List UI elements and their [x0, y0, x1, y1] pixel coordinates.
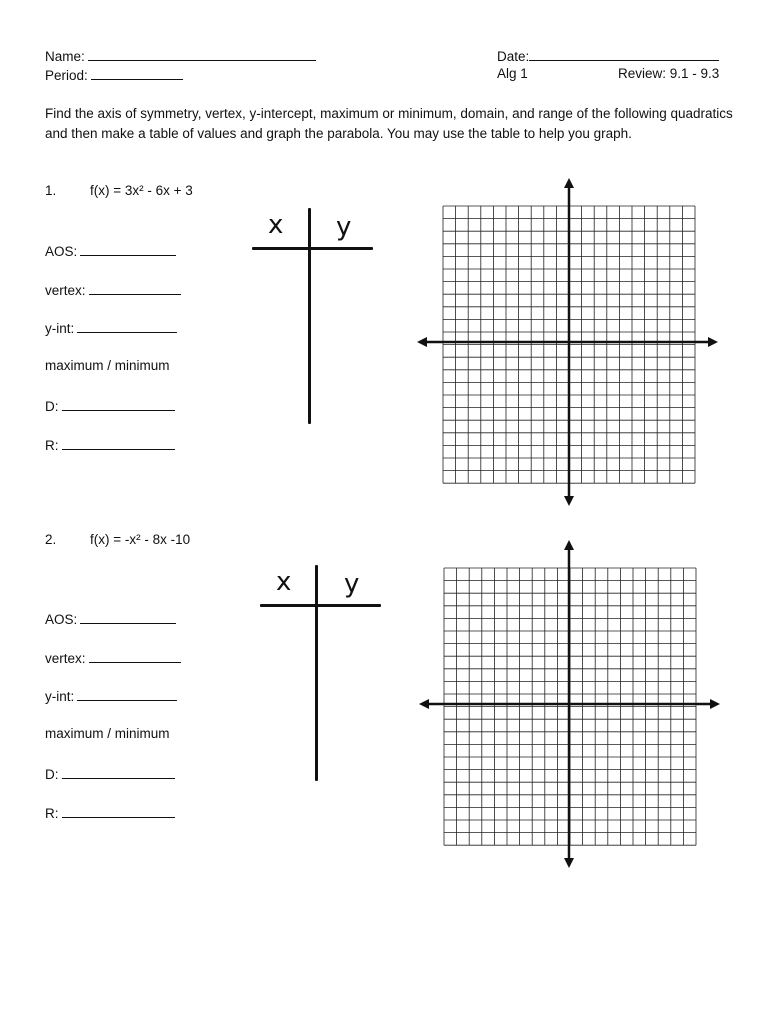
problem-number: 2.	[45, 532, 57, 547]
domain-field[interactable]	[45, 766, 175, 782]
range-label: R:	[45, 438, 59, 453]
vertex-field[interactable]	[45, 282, 181, 298]
aos-blank[interactable]	[80, 611, 176, 624]
period-line[interactable]	[45, 67, 183, 83]
y-axis-up-arrow	[564, 540, 574, 550]
coordinate-grid[interactable]	[417, 538, 722, 870]
y-axis-up-arrow	[564, 178, 574, 188]
date-blank[interactable]	[529, 48, 719, 61]
aos-label: AOS:	[45, 612, 78, 627]
name-label: Name:	[45, 49, 85, 64]
table-header-line	[252, 247, 373, 250]
yint-blank[interactable]	[77, 688, 177, 701]
date-label: Date:	[497, 49, 530, 64]
aos-blank[interactable]	[80, 243, 176, 256]
problem-number: 1.	[45, 183, 57, 198]
name-blank[interactable]	[88, 48, 316, 61]
xy-table[interactable]	[258, 563, 383, 783]
aos-field[interactable]	[45, 611, 176, 627]
course-label: Alg 1	[497, 66, 528, 81]
range-blank[interactable]	[62, 437, 175, 450]
table-divider-line	[315, 565, 318, 781]
range-field[interactable]	[45, 805, 175, 821]
table-x-header: x	[276, 567, 292, 597]
table-y-header: y	[336, 212, 352, 242]
yint-label: y-int:	[45, 689, 75, 704]
yint-field[interactable]	[45, 688, 177, 704]
problem-function: f(x) = 3x² - 6x + 3	[90, 183, 193, 198]
vertex-blank[interactable]	[89, 282, 181, 295]
domain-blank[interactable]	[62, 398, 175, 411]
domain-field[interactable]	[45, 398, 175, 414]
period-label: Period:	[45, 68, 88, 83]
domain-label: D:	[45, 399, 59, 414]
yint-blank[interactable]	[77, 320, 177, 333]
table-divider-line	[308, 208, 311, 424]
x-axis-right-arrow	[710, 699, 720, 709]
xy-table[interactable]	[250, 206, 375, 426]
table-header-line	[260, 604, 381, 607]
domain-label: D:	[45, 767, 59, 782]
review-label: Review: 9.1 - 9.3	[618, 66, 720, 81]
x-axis-right-arrow	[708, 337, 718, 347]
range-field[interactable]	[45, 437, 175, 453]
range-blank[interactable]	[62, 805, 175, 818]
aos-field[interactable]	[45, 243, 176, 259]
yint-field[interactable]	[45, 320, 177, 336]
y-axis-down-arrow	[564, 858, 574, 868]
period-blank[interactable]	[91, 67, 183, 80]
problem-function: f(x) = -x² - 8x -10	[90, 532, 191, 547]
domain-blank[interactable]	[62, 766, 175, 779]
maxmin-choice[interactable]: maximum / minimum	[45, 726, 170, 741]
maxmin-choice[interactable]: maximum / minimum	[45, 358, 170, 373]
x-axis-left-arrow	[419, 699, 429, 709]
vertex-label: vertex:	[45, 651, 86, 666]
table-x-header: x	[268, 210, 284, 240]
vertex-blank[interactable]	[89, 650, 181, 663]
aos-label: AOS:	[45, 244, 78, 259]
table-y-header: y	[344, 569, 360, 599]
range-label: R:	[45, 806, 59, 821]
x-axis	[417, 337, 718, 347]
yint-label: y-int:	[45, 321, 75, 336]
coordinate-grid[interactable]	[415, 176, 720, 508]
vertex-field[interactable]	[45, 650, 181, 666]
date-line[interactable]	[497, 48, 719, 64]
vertex-label: vertex:	[45, 283, 86, 298]
name-line[interactable]	[45, 48, 316, 64]
instructions: Find the axis of symmetry, vertex, y-intercept, maximum or minimum, domain, and range of the following quadratics and then make a table of values and graph the parabola. You may use the table to help you graph.	[45, 106, 733, 141]
y-axis-down-arrow	[564, 496, 574, 506]
x-axis-left-arrow	[417, 337, 427, 347]
